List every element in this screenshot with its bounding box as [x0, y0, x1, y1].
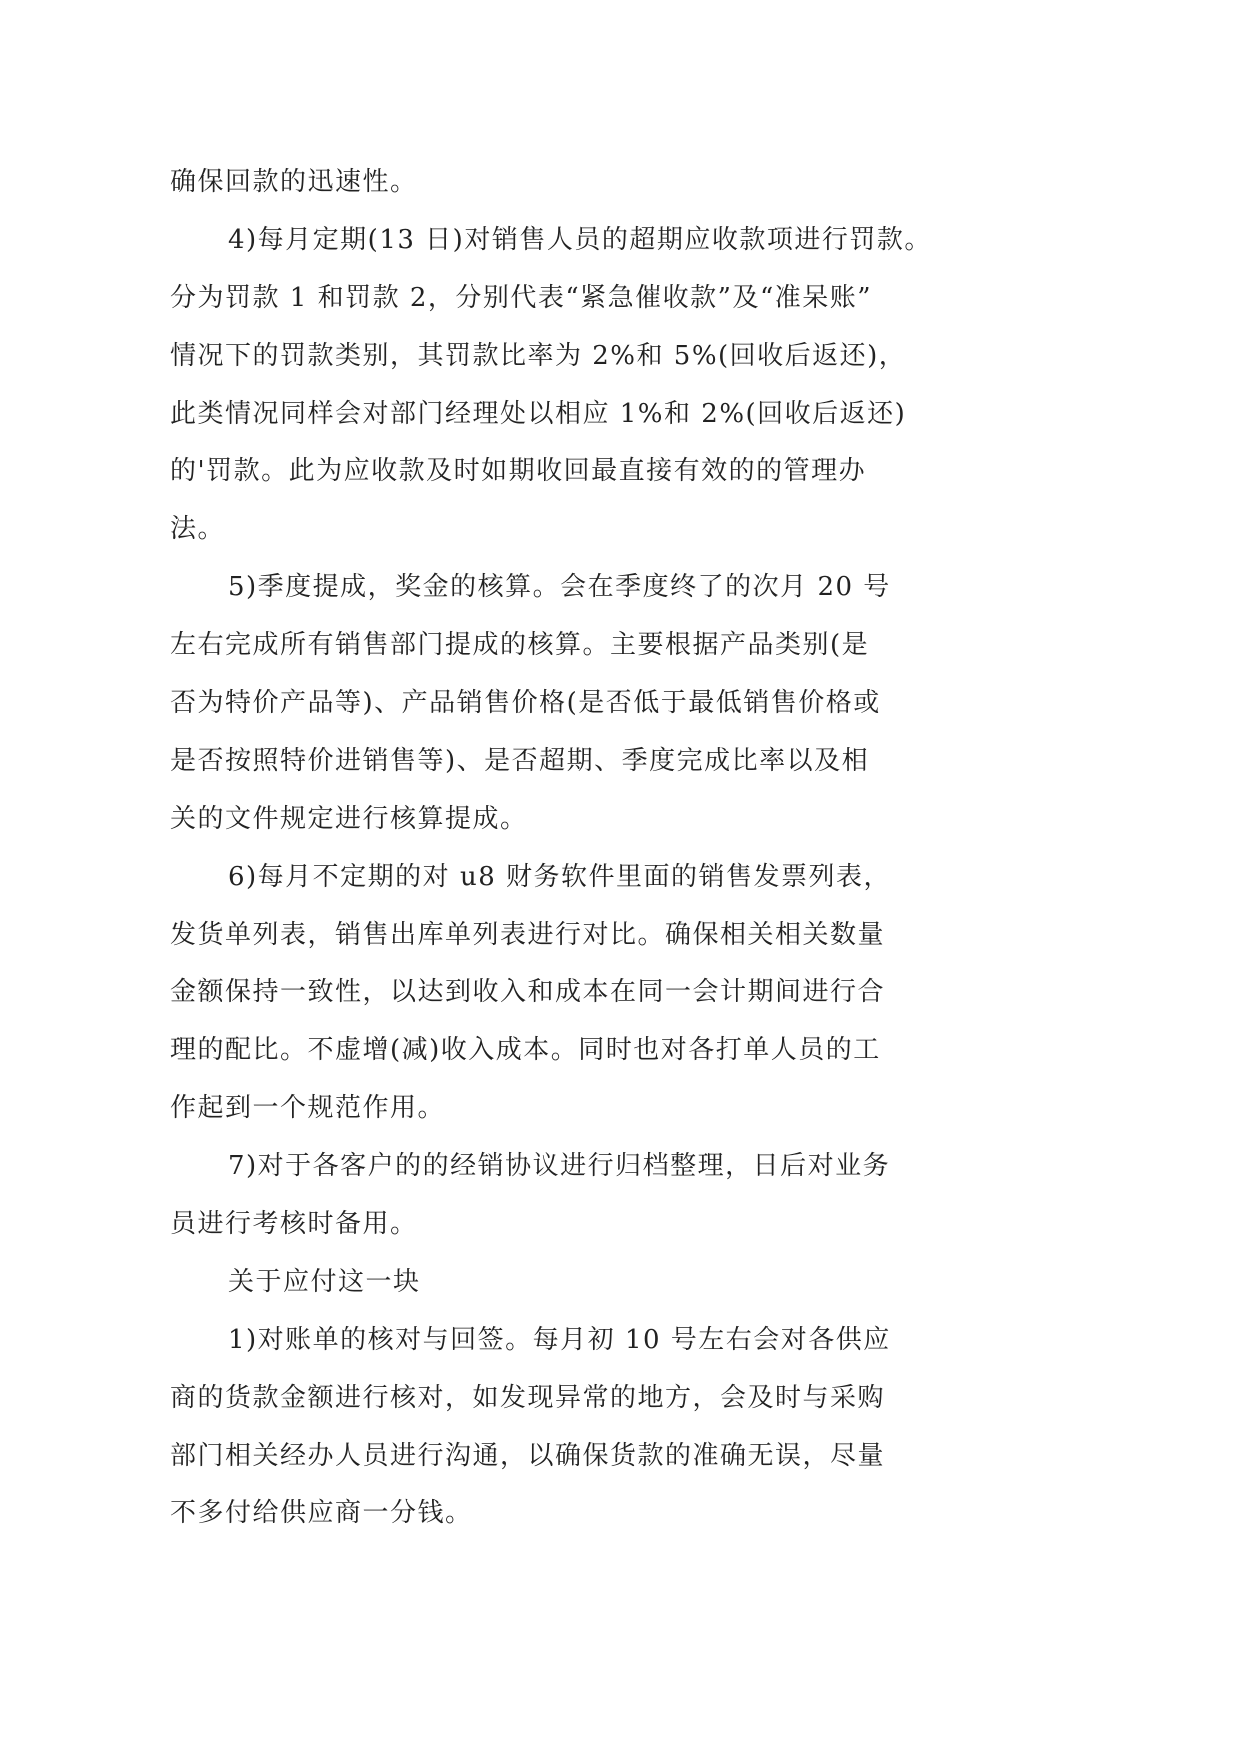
- text-line: 金额保持一致性，以达到收入和成本在同一会计期间进行合: [170, 977, 886, 1008]
- text-line: 的'罚款。此为应收款及时如期收回最直接有效的的管理办: [170, 456, 867, 487]
- text-line: 作起到一个规范作用。: [170, 1093, 446, 1124]
- text-line: 情况下的罚款类别，其罚款比率为 2%和 5%(回收后返还)，: [170, 340, 907, 371]
- text-line: 5)季度提成，奖金的核算。会在季度终了的次月 20 号: [228, 572, 891, 603]
- text-line: 部门相关经办人员进行沟通，以确保货款的准确无误，尽量: [170, 1440, 886, 1471]
- text-line: 理的配比。不虚增(减)收入成本。同时也对各打单人员的工: [170, 1035, 881, 1066]
- text-line: 左右完成所有销售部门提成的核算。主要根据产品类别(是: [170, 630, 870, 661]
- text-line: 法。: [170, 514, 226, 545]
- text-line: 发货单列表，销售出库单列表进行对比。确保相关相关数量: [170, 919, 886, 950]
- text-line: 1)对账单的核对与回签。每月初 10 号左右会对各供应: [228, 1324, 891, 1355]
- text-line: 否为特价产品等)、产品销售价格(是否低于最低销售价格或: [170, 688, 881, 719]
- text-line: 商的货款金额进行核对，如发现异常的地方，会及时与采购: [170, 1382, 886, 1413]
- text-line: 分为罚款 1 和罚款 2，分别代表“紧急催收款”及“准呆账”: [170, 282, 873, 313]
- text-line: 6)每月不定期的对 u8 财务软件里面的销售发票列表，: [228, 861, 892, 892]
- text-line: 7)对于各客户的的经销协议进行归档整理，日后对业务: [228, 1151, 891, 1182]
- text-line: 关的文件规定进行核算提成。: [170, 803, 528, 834]
- section-heading: 关于应付这一块: [228, 1266, 421, 1297]
- text-line: 4)每月定期(13 日)对销售人员的超期应收款项进行罚款。: [228, 224, 932, 255]
- document-body: [170, 154, 1210, 1543]
- text-line: 此类情况同样会对部门经理处以相应 1%和 2%(回收后返还): [170, 398, 907, 429]
- text-line: 是否按照特价进销售等)、是否超期、季度完成比率以及相: [170, 745, 870, 776]
- text-line: 不多付给供应商一分钱。: [170, 1498, 473, 1529]
- text-line: 确保回款的迅速性。: [170, 167, 418, 197]
- text-line: 员进行考核时备用。: [170, 1209, 418, 1240]
